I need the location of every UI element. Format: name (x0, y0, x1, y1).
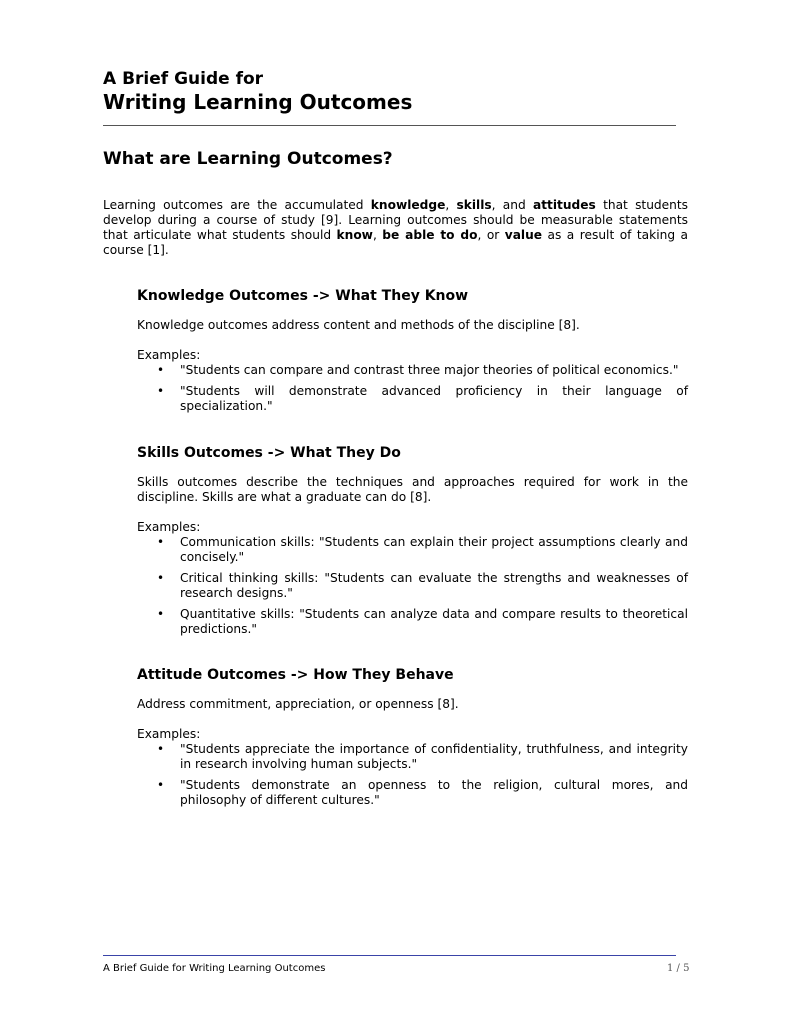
list-item: • "Students appreciate the importance of confidentiality, truthfulness, and integrity in research involving human subjects." (157, 742, 688, 771)
knowledge-section (137, 287, 688, 414)
skills-examples-label: Examples: (137, 520, 201, 534)
knowledge-examples-label: Examples: (137, 348, 201, 362)
skills-section (137, 444, 688, 637)
list-item: • "Students can compare and contrast three major theories of political economics." (157, 363, 679, 377)
bullet-icon: • (157, 384, 165, 398)
intro-paragraph: Learning outcomes are the accumulated knowledge, skills, and attitudes that students develop during a course of study [9]. Learning outcomes should be measurable statements that articulate what students should know, be able to do, or value as a result of taking a course [1]. (103, 198, 689, 257)
list-item: • Quantitative skills: "Students can analyze data and compare results to theoretical predictions." (157, 607, 688, 636)
footer-title: A Brief Guide for Writing Learning Outcomes (103, 963, 326, 974)
skills-examples-list (137, 535, 688, 637)
term-be-able-to-do: be able to do (382, 228, 478, 242)
bullet-icon: • (157, 571, 165, 585)
attitude-examples-list (137, 742, 688, 808)
document-title: Writing Learning Outcomes (103, 90, 413, 114)
attitude-heading: Attitude Outcomes -> How They Behave (137, 667, 454, 683)
list-item: • Communication skills: "Students can explain their project assumptions clearly and concisely." (157, 535, 688, 564)
list-item: • "Students will demonstrate advanced proficiency in their language of specialization." (157, 384, 688, 413)
section-heading-what-are: What are Learning Outcomes? (103, 149, 393, 169)
term-know: know (336, 228, 373, 242)
bullet-icon: • (157, 535, 165, 549)
term-attitudes: attitudes (533, 198, 596, 212)
term-skills: skills (456, 198, 492, 212)
skills-heading: Skills Outcomes -> What They Do (137, 445, 401, 461)
bullet-icon: • (157, 607, 165, 621)
page-number: 1 / 5 (667, 963, 690, 974)
bullet-icon: • (157, 363, 165, 377)
attitude-examples-label: Examples: (137, 727, 201, 741)
term-value: value (504, 228, 543, 242)
list-item: • "Students demonstrate an openness to the religion, cultural mores, and philosophy of different cultures." (157, 778, 688, 807)
list-item: • Critical thinking skills: "Students can evaluate the strengths and weaknesses of research designs." (157, 571, 688, 600)
knowledge-description: Knowledge outcomes address content and methods of the discipline [8]. (137, 318, 580, 332)
bullet-icon: • (157, 742, 165, 756)
footer-divider (103, 955, 676, 956)
term-knowledge: knowledge (370, 198, 446, 212)
knowledge-heading: Knowledge Outcomes -> What They Know (137, 288, 469, 304)
knowledge-examples-list (137, 363, 688, 414)
attitude-description: Address commitment, appreciation, or openness [8]. (137, 697, 459, 711)
skills-description: Skills outcomes describe the techniques and approaches required for work in the discipline. Skills are what a graduate can do [8]. (137, 475, 688, 504)
title-divider (103, 125, 676, 126)
bullet-icon: • (157, 778, 165, 792)
document-subtitle: A Brief Guide for (103, 69, 264, 89)
attitude-section (137, 666, 688, 808)
